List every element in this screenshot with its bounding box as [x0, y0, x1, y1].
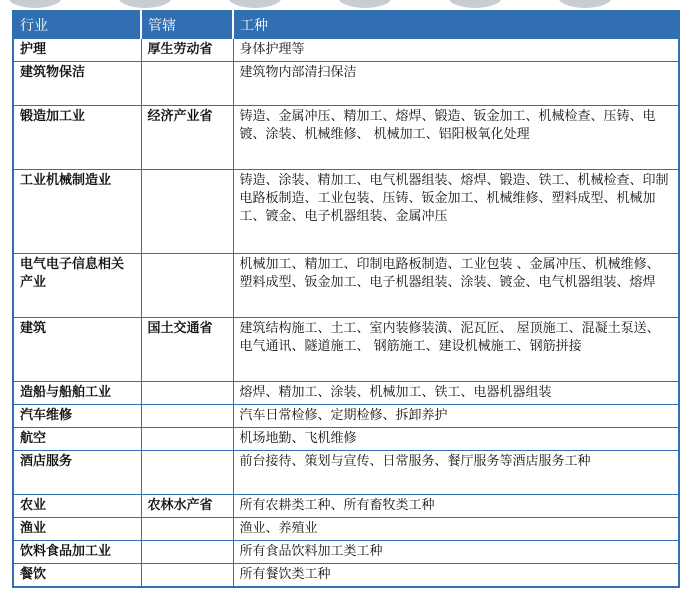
table-row	[13, 318, 679, 382]
jobs-cell: 铸造、涂装、精加工、电气机器组装、熔焊、锻造、铁工、机械检查、印制电路板制造、工业包装、压铸、钣金加工、机械维修、塑料成型、机械加工、镀金、电子机器组装、金属冲压	[233, 170, 679, 254]
table-row	[13, 39, 679, 62]
department-cell: 经济产业省	[141, 106, 233, 170]
jobs-cell: 身体护理等	[233, 39, 679, 62]
department-cell	[141, 254, 233, 318]
department-cell: 国土交通省	[141, 318, 233, 382]
department-cell	[141, 518, 233, 541]
jobs-cell: 所有农耕类工种、所有畜牧类工种	[233, 495, 679, 518]
table-row	[13, 62, 679, 106]
department-cell	[141, 541, 233, 564]
table-row	[13, 170, 679, 254]
jobs-cell: 熔焊、精加工、涂装、机械加工、铁工、电器机器组装	[233, 382, 679, 405]
industry-cell: 锻造加工业	[13, 106, 141, 170]
header-department: 管辖	[141, 11, 233, 39]
department-cell	[141, 170, 233, 254]
industry-jobs-table	[12, 10, 680, 588]
industry-cell: 酒店服务	[13, 451, 141, 495]
table-row	[13, 451, 679, 495]
table-row	[13, 564, 679, 588]
department-cell: 厚生劳动省	[141, 39, 233, 62]
table-row	[13, 428, 679, 451]
table-row	[13, 382, 679, 405]
header-jobs: 工种	[233, 11, 679, 39]
jobs-cell: 建筑物内部清扫保洁	[233, 62, 679, 106]
table-row	[13, 541, 679, 564]
department-cell: 农林水产省	[141, 495, 233, 518]
jobs-cell: 机械加工、精加工、印制电路板制造、工业包装 、金属冲压、机械维修、塑料成型、钣金加工、电子机器组装、涂装、镀金、电气机器组装、熔焊	[233, 254, 679, 318]
industry-cell: 航空	[13, 428, 141, 451]
department-cell	[141, 428, 233, 451]
jobs-cell: 所有餐饮类工种	[233, 564, 679, 588]
department-cell	[141, 62, 233, 106]
industry-cell: 电气电子信息相关产业	[13, 254, 141, 318]
jobs-cell: 渔业、养殖业	[233, 518, 679, 541]
industry-cell: 建筑	[13, 318, 141, 382]
jobs-cell: 前台接待、策划与宣传、日常服务、餐厅服务等酒店服务工种	[233, 451, 679, 495]
jobs-cell: 汽车日常检修、定期检修、拆卸养护	[233, 405, 679, 428]
table-row	[13, 518, 679, 541]
department-cell	[141, 382, 233, 405]
industry-cell: 汽车维修	[13, 405, 141, 428]
top-decoration	[0, 0, 689, 10]
industry-cell: 造船与船舶工业	[13, 382, 141, 405]
department-cell	[141, 405, 233, 428]
table-row	[13, 254, 679, 318]
industry-cell: 工业机械制造业	[13, 170, 141, 254]
industry-cell: 农业	[13, 495, 141, 518]
table-row	[13, 106, 679, 170]
header-industry: 行业	[13, 11, 141, 39]
industry-cell: 饮料食品加工业	[13, 541, 141, 564]
jobs-cell: 铸造、金属冲压、精加工、熔焊、锻造、钣金加工、机械检查、压铸、电镀、涂装、机械维修、 机械加工、铝阳极氧化处理	[233, 106, 679, 170]
table-header-row	[13, 11, 679, 39]
jobs-cell: 所有食品饮料加工类工种	[233, 541, 679, 564]
table-row	[13, 495, 679, 518]
table-row	[13, 405, 679, 428]
industry-cell: 建筑物保洁	[13, 62, 141, 106]
jobs-cell: 建筑结构施工、土工、室内装修装潢、泥瓦匠、 屋顶施工、混凝土泵送、电气通讯、隧道施工、 钢筋施工、建设机械施工、钢筋拼接	[233, 318, 679, 382]
industry-cell: 餐饮	[13, 564, 141, 588]
department-cell	[141, 451, 233, 495]
jobs-cell: 机场地勤、飞机维修	[233, 428, 679, 451]
industry-cell: 渔业	[13, 518, 141, 541]
industry-cell: 护理	[13, 39, 141, 62]
department-cell	[141, 564, 233, 588]
